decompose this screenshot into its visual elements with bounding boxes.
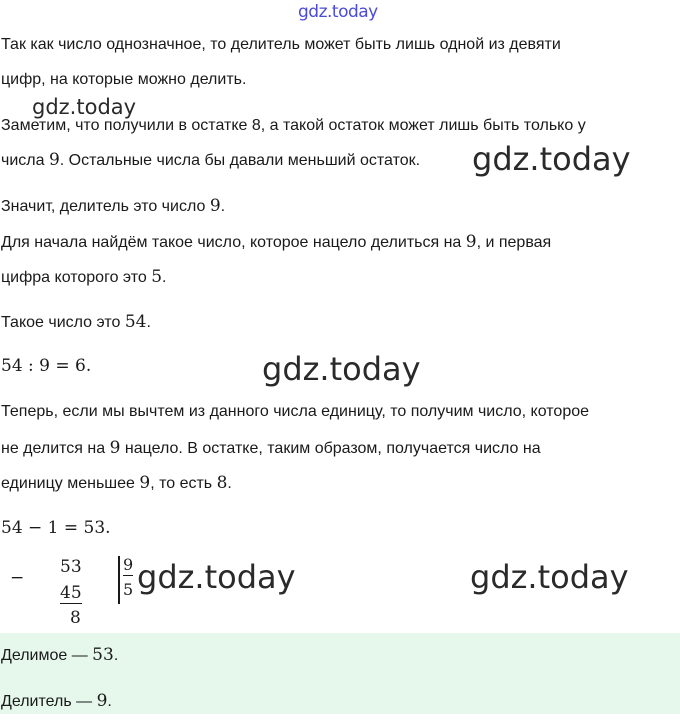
watermark-4: gdz.today <box>137 558 296 596</box>
watermark-5: gdz.today <box>470 558 629 596</box>
text: не делится на <box>1 440 110 457</box>
text: . Остальные числа бы давали меньший остаток. <box>59 152 421 169</box>
paragraph-4-line-2 <box>1 259 167 296</box>
paragraph-6-line-1: Теперь, если мы вычтем из данного числа единицу, то получим число, которое <box>1 403 590 420</box>
subtrahend: 45 <box>60 583 82 603</box>
text: Делитель — <box>1 693 97 710</box>
paragraph-1-line-2: цифр, на которые можно делить. <box>1 71 247 88</box>
text: нацело. В остатке, таким образом, получается число на <box>120 440 541 457</box>
paragraph-6-line-3 <box>1 465 232 502</box>
math-number: 5 <box>151 267 163 287</box>
text: . <box>113 647 119 664</box>
division-bar <box>118 556 120 604</box>
watermark-2: gdz.today <box>472 140 631 178</box>
math-number: 9 <box>96 691 108 711</box>
equation-2: 54 − 1 = 53. <box>1 518 111 538</box>
math-number: 54 <box>124 312 147 332</box>
text: Такое число это <box>1 314 125 331</box>
text: , и первая <box>476 234 552 251</box>
paragraph-3 <box>1 188 225 225</box>
text: . <box>220 198 226 215</box>
math-number: 8 <box>216 473 228 493</box>
text: Значит, делитель это число <box>1 198 210 215</box>
watermark-1: gdz.today <box>32 95 137 119</box>
quotient: 5 <box>123 580 134 599</box>
paragraph-4-line-1 <box>1 224 551 261</box>
text: единицу меньшее <box>1 475 140 492</box>
math-number: 9 <box>109 438 121 458</box>
watermark-top: gdz.today <box>298 2 378 22</box>
dividend: 53 <box>60 557 82 577</box>
math-number: 9 <box>465 232 477 252</box>
paragraph-2-line-2 <box>1 142 420 179</box>
text: . <box>107 693 112 710</box>
text: числа <box>1 152 49 169</box>
paragraph-1-line-1: Так как число однозначное, то делитель может быть лишь одной из девяти <box>1 36 561 53</box>
math-number: 53 <box>92 645 114 665</box>
text: цифра которого это <box>1 269 152 286</box>
remainder: 8 <box>70 608 81 628</box>
math-number: 9 <box>139 473 151 493</box>
watermark-3: gdz.today <box>262 350 421 388</box>
text: Делимое — <box>1 647 93 664</box>
equation-1: 54 : 9 = 6. <box>1 356 92 376</box>
minus-sign: − <box>10 568 25 588</box>
text: Для начала найдём такое число, которое нацело делиться на <box>1 234 466 251</box>
text: , то есть <box>150 475 217 492</box>
paragraph-2-line-1: Заметим, что получили в остатке 8, а такой остаток может лишь быть только у <box>1 117 586 134</box>
math-number: 9 <box>209 196 221 216</box>
paragraph-6-line-2 <box>1 430 541 467</box>
answer-divisor <box>1 683 112 720</box>
divisor: 9 <box>123 555 134 574</box>
answer-dividend <box>1 637 118 674</box>
paragraph-5 <box>1 304 151 341</box>
text: . <box>227 475 232 492</box>
text: . <box>146 314 151 331</box>
math-number: 9 <box>48 150 60 170</box>
text: . <box>162 269 167 286</box>
